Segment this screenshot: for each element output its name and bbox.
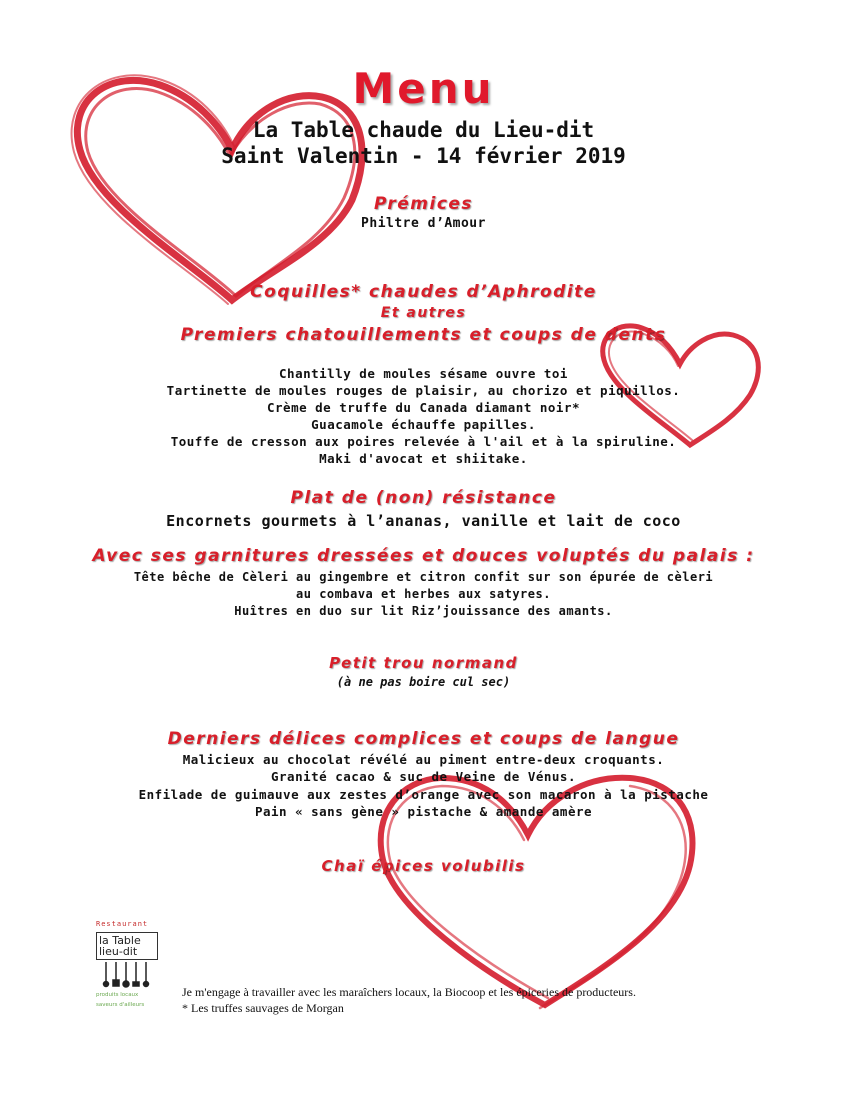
- footer-truffle-note: * Les truffes sauvages de Morgan: [182, 1001, 344, 1015]
- section-chai-title: Chaï épices volubilis: [321, 857, 526, 875]
- premices-item: Philtre d’Amour: [361, 216, 486, 231]
- plat-item: Encornets gourmets à l’ananas, vanille et lait de coco: [166, 512, 681, 530]
- logo-line1: la Table: [99, 934, 141, 947]
- list-item: Pain « sans gène » pistache & amande amère: [254, 804, 593, 819]
- logo-label: Restaurant: [96, 920, 149, 928]
- logo-tag2: saveurs d'ailleurs: [96, 1002, 145, 1008]
- trou-note: (à ne pas boire cul sec): [336, 675, 511, 689]
- section-coquilles-title2: Premiers chatouillements et coups de dents: [180, 325, 667, 345]
- heart-icon-large: [77, 80, 362, 300]
- section-coquilles-subtitle: Et autres: [380, 305, 467, 321]
- list-item: Crème de truffe du Canada diamant noir*: [267, 400, 580, 415]
- footer-commitment: Je m'engage à travailler avec les maraîchers locaux, la Biocoop et les épiceries de producteurs.: [182, 985, 636, 999]
- section-garnitures-title: Avec ses garnitures dressées et douces voluptés du palais :: [92, 546, 755, 566]
- restaurant-logo: [96, 920, 166, 1035]
- list-item: Tête bêche de Cèleri au gingembre et citron confit sur son épurée de cèleri: [133, 570, 714, 584]
- list-item: au combava et herbes aux satyres.: [296, 587, 551, 601]
- section-coquilles-title: Coquilles* chaudes d’Aphrodite: [250, 282, 597, 302]
- logo-tag1: produits locaux: [96, 992, 139, 998]
- restaurant-name: La Table chaude du Lieu-dit: [252, 118, 595, 142]
- list-item: Granité cacao & suc de Veine de Vénus.: [271, 769, 576, 784]
- section-trou-title: Petit trou normand: [329, 654, 518, 672]
- list-item: Huîtres en duo sur lit Riz’jouissance des amants.: [234, 604, 613, 618]
- list-item: Enfilade de guimauve aux zestes d’orange avec son macaron à la pistache: [138, 787, 709, 802]
- section-premices-title: Prémices: [373, 194, 474, 214]
- logo-name: [96, 932, 158, 960]
- menu-title: Menu: [352, 64, 495, 113]
- section-desserts-title: Derniers délices complices et coups de langue: [167, 729, 680, 749]
- occasion-date: Saint Valentin - 14 février 2019: [221, 144, 626, 168]
- utensils-icon: [96, 962, 156, 988]
- list-item: Chantilly de moules sésame ouvre toi: [279, 366, 568, 381]
- list-item: Maki d'avocat et shiitake.: [319, 451, 528, 466]
- list-item: Malicieux au chocolat révélé au piment entre-deux croquants.: [182, 752, 665, 767]
- list-item: Guacamole échauffe papilles.: [311, 417, 536, 432]
- section-plat-title: Plat de (non) résistance: [290, 488, 557, 508]
- list-item: Tartinette de moules rouges de plaisir, au chorizo et piquillos.: [166, 383, 681, 398]
- logo-line2: lieu-dit: [99, 945, 138, 958]
- list-item: Touffe de cresson aux poires relevée à l'ail et à la spiruline.: [170, 434, 677, 449]
